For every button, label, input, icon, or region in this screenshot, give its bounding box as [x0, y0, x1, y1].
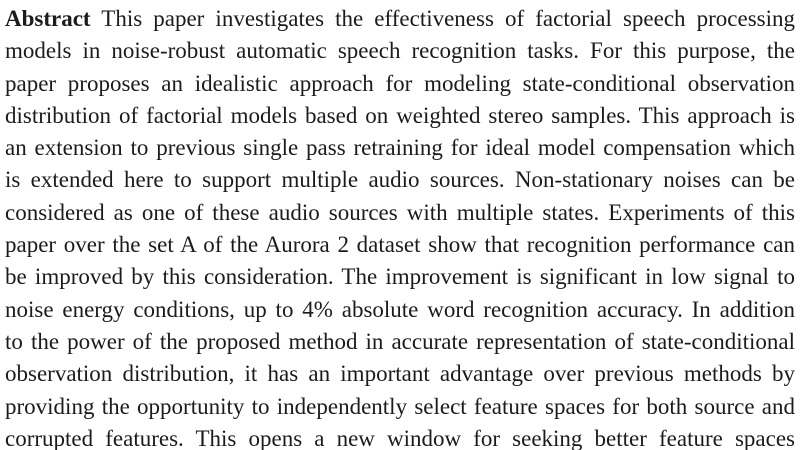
abstract-line-text: models in noise-robust automatic speech recognition tasks. For this purpose, the — [5, 38, 795, 64]
abstract-line — [5, 164, 795, 196]
abstract-line-text: is extended here to support multiple audio sources. Non-stationary noises can be — [5, 167, 795, 193]
abstract-line-text: noise energy conditions, up to 4% absolute word recognition accuracy. In addition — [5, 296, 795, 322]
abstract-line — [5, 358, 795, 390]
abstract-line-text: to the power of the proposed method in accurate representation of state-conditional — [5, 328, 795, 354]
abstract-line-text: providing the opportunity to independently select feature spaces for both source and — [5, 393, 795, 419]
abstract-line — [5, 197, 795, 229]
abstract-line — [5, 423, 795, 450]
abstract-line-text: be improved by this consideration. The improvement is significant in low signal to — [5, 264, 795, 290]
abstract-line-text: paper proposes an idealistic approach for modeling state-conditional observation — [5, 70, 795, 96]
abstract-line — [5, 68, 795, 100]
abstract-line-text: distribution of factorial models based on weighted stereo samples. This approach is — [5, 102, 795, 128]
abstract-line — [5, 229, 795, 261]
abstract-line-text: paper over the set A of the Aurora 2 dataset show that recognition performance can — [5, 232, 795, 258]
abstract-line-text: an extension to previous single pass retraining for ideal model compensation which — [5, 135, 795, 161]
abstract-label: Abstract — [5, 6, 91, 31]
abstract-line — [5, 35, 795, 67]
abstract-line — [5, 132, 795, 164]
abstract-line — [5, 100, 795, 132]
abstract-line-text: corrupted features. This opens a new window for seeking better feature spaces — [5, 425, 795, 450]
abstract-line-text: This paper investigates the effectiveness of factorial speech processing — [101, 6, 796, 31]
abstract-line-text: considered as one of these audio sources with multiple states. Experiments of this — [5, 199, 795, 225]
abstract-line — [5, 3, 795, 35]
abstract-line — [5, 391, 795, 423]
abstract-line-text: observation distribution, it has an important advantage over previous methods by — [5, 361, 795, 387]
abstract-line — [5, 294, 795, 326]
abstract-line — [5, 261, 795, 293]
abstract-line — [5, 326, 795, 358]
